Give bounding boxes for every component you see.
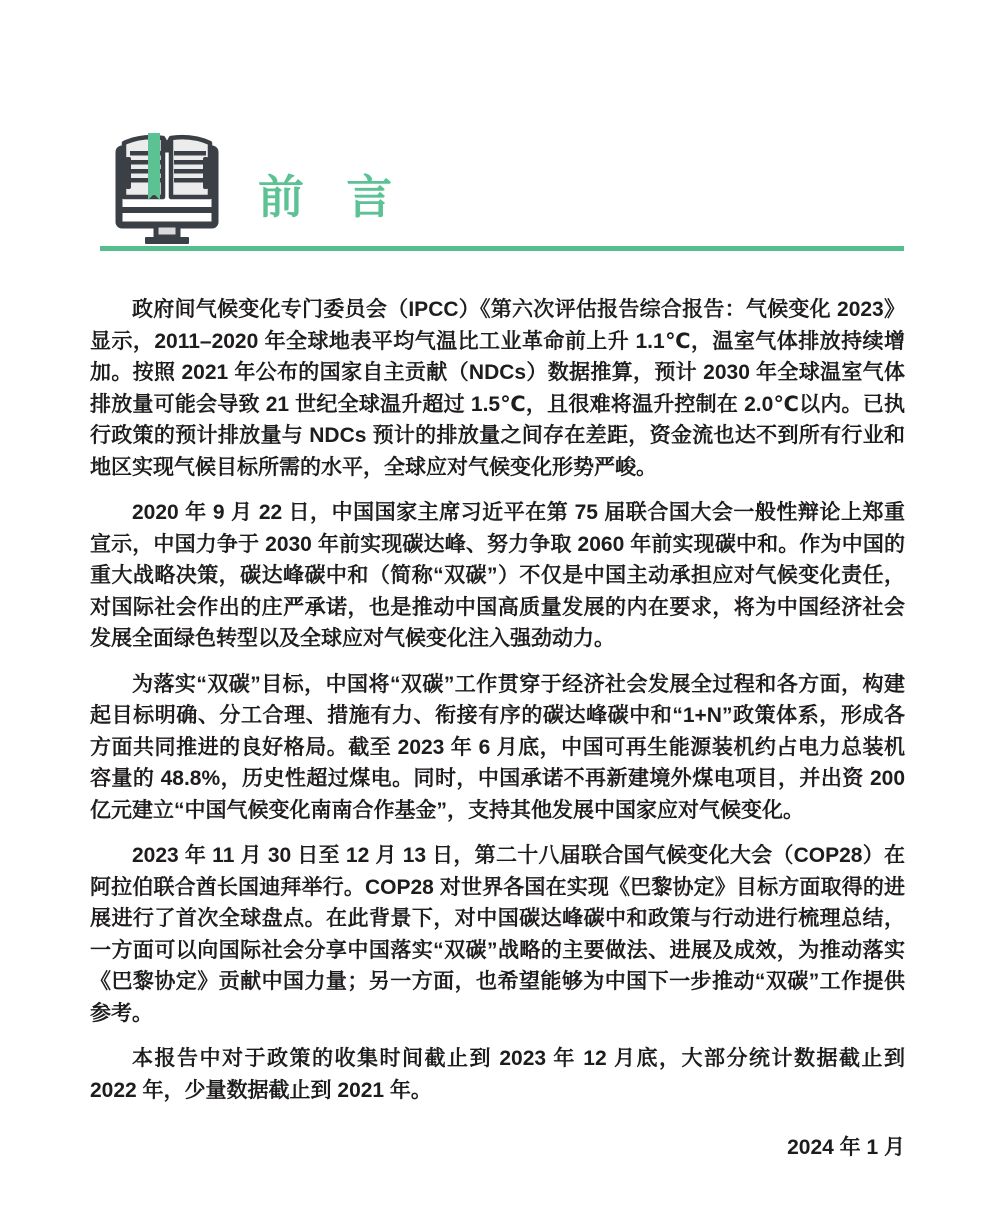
para-data-cutoff: 本报告中对于政策的收集时间截止到 2023 年 12 月底，大部分统计数据截止到 2022 年，少量数据截止到 2021 年。 bbox=[90, 1047, 905, 1102]
page-title: 前 言 bbox=[258, 171, 407, 223]
para-dual-carbon-pledge: 2020 年 9 月 22 日，中国国家主席习近平在第 75 届联合国大会一般性辩论上郑重宣示，中国力争于 2030 年前实现碳达峰、努力争取 2060 年前实现碳中和。作为中国的重大战略决策，碳达峰碳中和（简称“双碳”）不仅是中国主动承担应对气候变化责任，对国际社会作出的庄严承诺，也是推动中国高质量发展的内在要求，将为中国经济社会发展全面绿色转型以及全球应对气候变化注入强劲动力。 bbox=[90, 501, 905, 650]
preface-header bbox=[112, 128, 407, 246]
date-line: 2024 年 1 月 bbox=[787, 1136, 905, 1159]
para-cop28: 2023 年 11 月 30 日至 12 月 13 日，第二十八届联合国气候变化大会（COP28）在阿拉伯联合酋长国迪拜举行。COP28 对世界各国在实现《巴黎协定》目标方面取得的进展进行了首次全球盘点。在此背景下，对中国碳达峰碳中和政策与行动进行梳理总结，一方面可以向国际社会分享中国落实“双碳”战略的主要做法、进展及成效，为推动落实《巴黎协定》贡献中国力量；另一方面，也希望能够为中国下一步推动“双碳”工作提供参考。 bbox=[90, 844, 905, 1025]
open-book-monitor-icon bbox=[112, 128, 222, 246]
header-divider bbox=[100, 246, 904, 251]
preface-body bbox=[90, 294, 905, 1178]
para-policy-system: 为落实“双碳”目标，中国将“双碳”工作贯穿于经济社会发展全过程和各方面，构建起目标明确、分工合理、措施有力、衔接有序的碳达峰碳中和“1+N”政策体系，形成各方面共同推进的良好格局。截至 2023 年 6 月底，中国可再生能源装机约占电力总装机容量的 48.8%，历史性超过煤电。同时，中国承诺不再新建境外煤电项目，并出资 200 亿元建立“中国气候变化南南合作基金”，支持其他发展中国家应对气候变化。 bbox=[90, 672, 905, 822]
para-ipcc-findings: 政府间气候变化专门委员会（IPCC）《第六次评估报告综合报告：气候变化 2023》显示，2011–2020 年全球地表平均气温比工业革命前上升 1.1℃，温室气体排放持续增加。按照 2021 年公布的国家自主贡献（NDCs）数据推算，预计 2030 年全球温室气体排放量可能会导致 21 世纪全球温升超过 1.5℃，且很难将温升控制在 2.0℃以内。已执行政策的预计排放量与 NDCs 预计的排放量之间存在差距，资金流也达不到所有行业和地区实现气候目标所需的水平，全球应对气候变化形势严峻。 bbox=[90, 298, 905, 479]
